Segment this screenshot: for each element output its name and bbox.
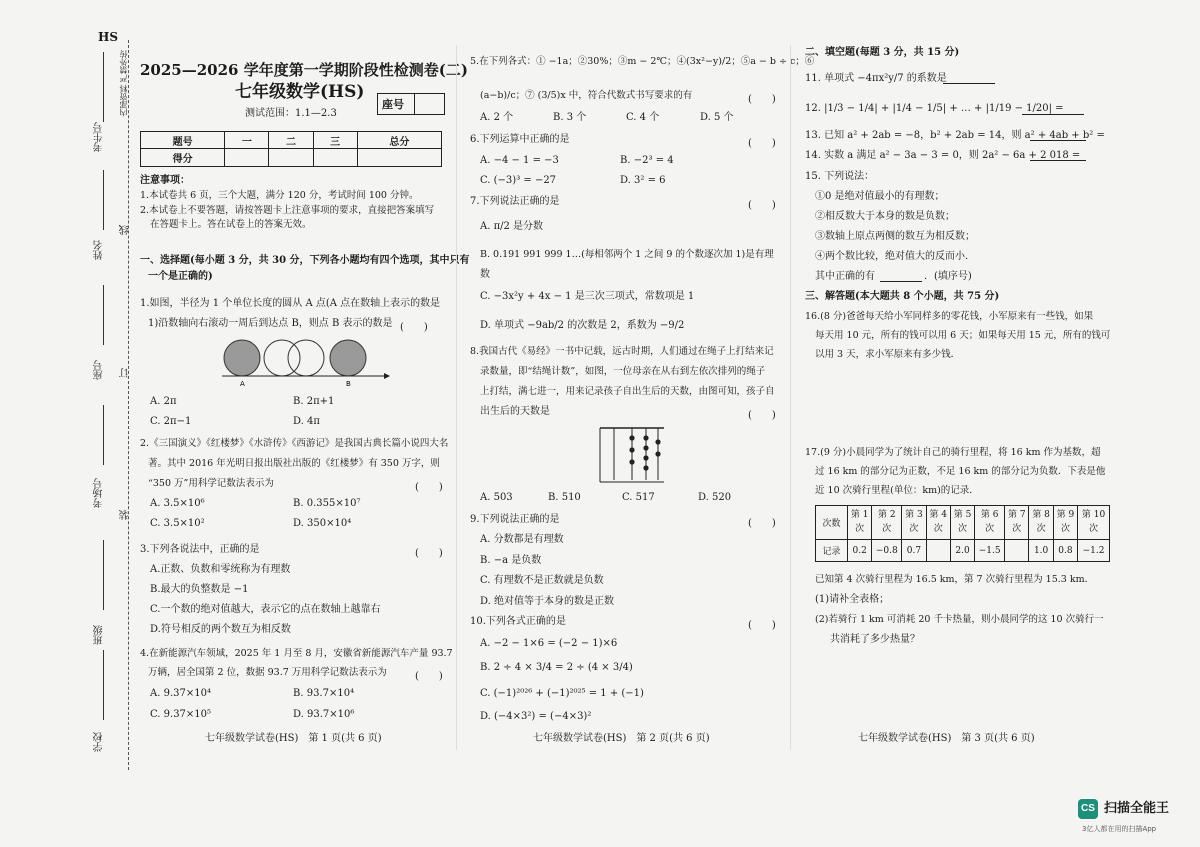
notes-title: 注意事项： bbox=[140, 175, 190, 186]
q1-stem-2: 1)沿数轴向右滚动一周后到达点 B，则点 B 表示的数是 bbox=[148, 318, 393, 329]
q8-stem-2: 录数量，即“结绳计数”，如图，一位母亲在从右到左依次排列的绳子 bbox=[480, 366, 766, 377]
table-header-cell: 次数 bbox=[816, 506, 848, 540]
seat-label: 座号 bbox=[94, 360, 105, 380]
q15-statement-1: ①0 是绝对值最小的有理数； bbox=[815, 191, 945, 202]
q10-option-a: A. −2 − 1×6 = (−2 − 1)×6 bbox=[480, 638, 618, 649]
table-value-cell-empty[interactable] bbox=[926, 540, 950, 562]
q1-option-c: C. 2π−1 bbox=[150, 416, 192, 427]
ride-record-table bbox=[815, 505, 1110, 562]
q4-stem-2: 万辆，居全国第 2 位，数据 93.7 万用科学记数法表示为 bbox=[148, 667, 387, 678]
answer-paren: ( ) bbox=[748, 138, 776, 149]
answer-paren: ( ) bbox=[748, 200, 776, 211]
q2-stem-1: 2.《三国演义》《红楼梦》《水浒传》《西游记》是我国古典长篇小说四大名 bbox=[140, 438, 449, 449]
score-row-label: 得分 bbox=[141, 149, 225, 167]
score-col-header: 三 bbox=[313, 132, 357, 149]
table-header-cell: 第 4 次 bbox=[926, 506, 950, 540]
score-cell[interactable] bbox=[225, 149, 269, 167]
q8-option-d: D. 520 bbox=[698, 492, 732, 503]
answer-paren: ( ) bbox=[415, 482, 443, 493]
q6-option-b: B. −2³ = 4 bbox=[620, 155, 674, 166]
table-value-cell: −0.8 bbox=[872, 540, 902, 562]
q15-stem: 15. 下列说法： bbox=[805, 171, 875, 182]
circle-start bbox=[224, 340, 260, 376]
table-value-cell: 0.8 bbox=[1053, 540, 1077, 562]
q10-option-b: B. 2 ÷ 4 × 3/4 = 2 ÷ (4 × 3/4) bbox=[480, 662, 633, 673]
table-header-cell: 第 6 次 bbox=[975, 506, 1005, 540]
q5-option-d: D. 5 个 bbox=[700, 112, 734, 123]
table-value-cell: −1.5 bbox=[975, 540, 1005, 562]
test-range: 测试范围：1.1—2.3 bbox=[245, 108, 337, 119]
q10-option-d: D. (−4×3²) = (−4×3)² bbox=[480, 711, 592, 722]
q6-option-a: A. −4 − 1 = −3 bbox=[480, 155, 559, 166]
q8-stem-4: 出生后的天数是 bbox=[480, 406, 550, 417]
score-table bbox=[140, 131, 442, 167]
answer-paren: ( ) bbox=[415, 548, 443, 559]
table-row-label: 记录 bbox=[816, 540, 848, 562]
q17-stem-1: 17.(9 分)小晨同学为了统计自己的骑行里程，将 16 km 作为基数，超 bbox=[805, 447, 1101, 458]
score-cell[interactable] bbox=[269, 149, 313, 167]
seat-box[interactable] bbox=[377, 93, 445, 115]
q7-option-a: A. π/2 是分数 bbox=[480, 221, 544, 232]
q9-option-a: A. 分数都是有理数 bbox=[480, 534, 564, 545]
score-col-header: 题号 bbox=[141, 132, 225, 149]
q5-stem-2: (a−b)/c；⑦ (3/5)x 中，符合代数式书写要求的有 bbox=[480, 90, 693, 101]
q5-option-b: B. 3 个 bbox=[553, 112, 587, 123]
table-header-cell: 第 3 次 bbox=[902, 506, 926, 540]
q1-option-b: B. 2π+1 bbox=[293, 396, 335, 407]
q14-stem: 14. 实数 a 满足 a² − 3a − 3 = 0，则 2a² − 6a + 2 018 = bbox=[805, 150, 1081, 161]
answer-paren: ( ) bbox=[748, 410, 776, 421]
q15-answer-blank[interactable] bbox=[880, 271, 922, 282]
q4-stem-1: 4.在新能源汽车领域，2025 年 1 月至 8 月，安徽省新能源汽车产量 93.7 bbox=[140, 648, 453, 659]
circle-mid1 bbox=[264, 340, 300, 376]
q7-option-b-cont: 数 bbox=[480, 269, 490, 280]
table-header-cell: 第 5 次 bbox=[950, 506, 974, 540]
q8-option-c: C. 517 bbox=[622, 492, 655, 503]
table-header-cell: 第 2 次 bbox=[872, 506, 902, 540]
q16-stem-3: 以用 3 天，求小军原来有多少钱． bbox=[815, 349, 961, 360]
watermark-app-name: 扫描全能王 bbox=[1104, 801, 1170, 816]
q3-option-d: D.符号相反的两个数互为相反数 bbox=[150, 624, 291, 635]
page-3-footer: 七年级数学试卷(HS) 第 3 页(共 6 页) bbox=[858, 733, 1035, 744]
field-line-name bbox=[103, 170, 104, 230]
field-line-exam-no bbox=[103, 52, 104, 122]
answer-paren: ( ) bbox=[400, 322, 428, 333]
q4-option-c: C. 9.37×10⁵ bbox=[150, 709, 212, 720]
column-divider bbox=[456, 45, 457, 750]
q4-option-b: B. 93.7×10⁴ bbox=[293, 688, 355, 699]
answer-paren: ( ) bbox=[748, 94, 776, 105]
q6-stem: 6.下列运算中正确的是 bbox=[470, 134, 570, 145]
section1-title-b: 一个是正确的) bbox=[148, 271, 213, 282]
q15-answer-prompt: 其中正确的有 bbox=[815, 271, 875, 282]
q17-part-2: (2)若骑行 1 km 可消耗 20 千卡热量，则小晨同学的这 10 次骑行一 bbox=[815, 614, 1104, 625]
circle-mid2 bbox=[288, 340, 324, 376]
table-value-cell: 0.7 bbox=[902, 540, 926, 562]
point-b-label: B bbox=[346, 380, 351, 388]
score-col-header: 总分 bbox=[357, 132, 441, 149]
q7-option-b: B. 0.191 991 999 1…(每相邻两个 1 之间 9 的个数逐次加 1)是有理 bbox=[480, 249, 774, 260]
q2-stem-2: 著。其中 2016 年光明日报出版社出版的《红楼梦》有 350 万字，则 bbox=[148, 458, 440, 469]
q17-given: 已知第 4 次骑行里程为 16.5 km，第 7 次骑行里程为 15.3 km． bbox=[815, 574, 1095, 585]
section3-title: 三、解答题(本大题共 8 个小题，共 75 分) bbox=[805, 291, 1000, 302]
table-value-cell: 1.0 bbox=[1029, 540, 1053, 562]
q6-option-d: D. 3² = 6 bbox=[620, 175, 666, 186]
q8-stem-1: 8.我国古代《易经》一书中记载，远古时期，人们通过在绳子上打结来记 bbox=[470, 346, 774, 357]
q2-option-d: D. 350×10⁴ bbox=[293, 518, 352, 529]
circle-end bbox=[330, 340, 366, 376]
table-header-cell: 第 10 次 bbox=[1078, 506, 1110, 540]
q7-option-c: C. −3x²y + 4x − 1 是三次三项式，常数项是 1 bbox=[480, 291, 695, 302]
note-2b: 在答题卡上。答在试卷上的答案无效。 bbox=[150, 219, 312, 230]
section2-title: 二、填空题(每题 3 分，共 15 分) bbox=[805, 47, 960, 58]
table-header-cell: 第 8 次 bbox=[1029, 506, 1053, 540]
q3-option-b: B.最大的负整数是 −1 bbox=[150, 584, 249, 595]
binding-ding: 订 bbox=[120, 368, 131, 378]
table-header-cell: 第 7 次 bbox=[1005, 506, 1029, 540]
q10-option-c: C. (−1)²⁰²⁶ + (−1)²⁰²⁵ = 1 + (−1) bbox=[480, 688, 644, 699]
knot-rope-figure bbox=[592, 420, 672, 486]
q12-stem: 12. |1/3 − 1/4| + |1/4 − 1/5| + … + |1/19 − 1/20| = bbox=[805, 103, 1064, 114]
table-header-cell: 第 9 次 bbox=[1053, 506, 1077, 540]
q17-stem-2: 过 16 km 的部分记为正数，不足 16 km 的部分记为负数．下表是他 bbox=[815, 466, 1106, 477]
q8-stem-3: 上打结，满七进一，用来记录孩子自出生后的天数，由图可知，孩子自 bbox=[480, 386, 775, 397]
q10-stem: 10.下列各式正确的是 bbox=[470, 616, 566, 627]
seat-box-label: 座号 bbox=[382, 98, 404, 111]
answer-paren: ( ) bbox=[748, 620, 776, 631]
q16-stem-1: 16.(8 分)爸爸每天给小军同样多的零花钱，小军原来有一些钱，如果 bbox=[805, 311, 1094, 322]
exam-title: 2025—2026 学年度第一学期阶段性检测卷(二) bbox=[140, 61, 468, 79]
q5-option-a: A. 2 个 bbox=[480, 112, 514, 123]
q1-option-d: D. 4π bbox=[293, 416, 320, 427]
exam-no-label: 考生号 bbox=[94, 122, 105, 152]
camscanner-logo-icon: CS bbox=[1078, 799, 1098, 819]
confidential-note: 内部资料 严禁外传 bbox=[119, 50, 128, 117]
table-header-cell: 第 1 次 bbox=[848, 506, 872, 540]
q4-option-d: D. 93.7×10⁶ bbox=[293, 709, 355, 720]
q8-option-a: A. 503 bbox=[480, 492, 513, 503]
subject-title: 七年级数学(HS) bbox=[235, 82, 365, 102]
field-line-kaochang bbox=[103, 405, 104, 465]
q17-stem-3: 近 10 次骑行里程(单位：km)的记录． bbox=[815, 485, 979, 496]
q9-option-c: C. 有理数不是正数就是负数 bbox=[480, 575, 604, 586]
point-a-label: A bbox=[240, 380, 245, 388]
binding-cut-line bbox=[128, 40, 129, 770]
q2-stem-3: “350 万”用科学记数法表示为 bbox=[148, 478, 274, 489]
note-2: 2.本试卷上不要答题，请按答题卡上注意事项的要求，直接把答案填写 bbox=[140, 205, 435, 216]
name-label: 姓名 bbox=[94, 240, 105, 260]
q7-stem: 7.下列说法正确的是 bbox=[470, 196, 560, 207]
page-1-footer: 七年级数学试卷(HS) 第 1 页(共 6 页) bbox=[205, 733, 382, 744]
table-value-cell-empty[interactable] bbox=[1005, 540, 1029, 562]
q5-stem-1: 5.在下列各式：① −1a；②30%；③m − 2℃；④(3x²−y)/2；⑤a − b ÷ c；⑥ bbox=[470, 56, 815, 67]
table-value-cell: 0.2 bbox=[848, 540, 872, 562]
q9-stem: 9.下列说法正确的是 bbox=[470, 514, 560, 525]
q3-stem: 3.下列各说法中，正确的是 bbox=[140, 544, 260, 555]
answer-paren: ( ) bbox=[415, 671, 443, 682]
q15-statement-3: ③数轴上原点两侧的数互为相反数； bbox=[815, 231, 975, 242]
scanner-watermark bbox=[1078, 799, 1178, 839]
binding-xian: 线 bbox=[120, 225, 131, 235]
score-col-header: 二 bbox=[269, 132, 313, 149]
page-2-footer: 七年级数学试卷(HS) 第 2 页(共 6 页) bbox=[533, 733, 710, 744]
q14-answer-blank[interactable] bbox=[1030, 150, 1086, 161]
q3-option-c: C.一个数的绝对值越大，表示它的点在数轴上越靠右 bbox=[150, 604, 381, 615]
q17-part-2-cont: 共消耗了多少热量？ bbox=[830, 634, 920, 645]
q4-option-a: A. 9.37×10⁴ bbox=[150, 688, 211, 699]
kaochang-label: 考场号 bbox=[94, 478, 105, 508]
q12-answer-blank[interactable] bbox=[1022, 104, 1084, 115]
q1-stem-1: 1.如图，半径为 1 个单位长度的圆从 A 点(A 点在数轴上表示的数是 bbox=[140, 298, 441, 309]
score-col-header: 一 bbox=[225, 132, 269, 149]
field-line-seat bbox=[103, 285, 104, 345]
q1-option-a: A. 2π bbox=[150, 396, 177, 407]
rolling-circle-figure bbox=[220, 336, 390, 388]
field-line-school bbox=[103, 650, 104, 720]
q17-part-1: (1)请补全表格； bbox=[815, 594, 890, 605]
column-divider bbox=[790, 45, 791, 750]
q11-answer-blank[interactable] bbox=[943, 73, 995, 84]
q15-fill-hint: ．(填序号) bbox=[924, 271, 972, 282]
score-cell[interactable] bbox=[357, 149, 441, 167]
q9-option-b: B. −a 是负数 bbox=[480, 555, 542, 566]
table-value-cell: 2.0 bbox=[950, 540, 974, 562]
q5-option-c: C. 4 个 bbox=[626, 112, 660, 123]
q9-option-d: D. 绝对值等于本身的数是正数 bbox=[480, 596, 615, 607]
q3-option-a: A.正数、负数和零统称为有理数 bbox=[150, 564, 291, 575]
q7-option-d: D. 单项式 −9ab/2 的次数是 2，系数为 −9/2 bbox=[480, 320, 685, 331]
answer-paren: ( ) bbox=[748, 518, 776, 529]
score-cell[interactable] bbox=[313, 149, 357, 167]
q2-option-a: A. 3.5×10⁶ bbox=[150, 498, 205, 509]
class-label: 班级 bbox=[94, 625, 105, 645]
binding-zhuang: 装 bbox=[120, 510, 131, 520]
q6-option-c: C. (−3)³ = −27 bbox=[480, 175, 557, 186]
q16-stem-2: 每天用 10 元，所有的钱可以用 6 天；如果每天用 15 元，所有的钱可 bbox=[815, 330, 1111, 341]
watermark-slogan: 3亿人都在用的扫描App bbox=[1082, 825, 1157, 833]
q8-option-b: B. 510 bbox=[548, 492, 581, 503]
q2-option-c: C. 3.5×10² bbox=[150, 518, 205, 529]
field-line-class bbox=[103, 540, 104, 610]
table-value-cell: −1.2 bbox=[1078, 540, 1110, 562]
q15-statement-4: ④两个数比较，绝对值大的反而小． bbox=[815, 251, 975, 262]
hs-mark: HS bbox=[98, 30, 119, 44]
q2-option-b: B. 0.355×10⁷ bbox=[293, 498, 361, 509]
note-1: 1.本试卷共 6 页，三个大题，满分 120 分，考试时间 100 分钟。 bbox=[140, 190, 419, 201]
q13-answer-blank[interactable] bbox=[1030, 130, 1086, 141]
q13-stem: 13. 已知 a² + 2ab = −8，b² + 2ab = 14，则 a² + 4ab + b² = bbox=[805, 130, 1105, 141]
q15-statement-2: ②相反数大于本身的数是负数； bbox=[815, 211, 955, 222]
q11-stem: 11. 单项式 −4πx²y/7 的系数是 bbox=[805, 73, 947, 84]
section1-title: 一、选择题(每小题 3 分，共 30 分，下列各小题均有四个选项，其中只有 bbox=[140, 255, 470, 266]
school-label: 学校 bbox=[94, 732, 105, 752]
